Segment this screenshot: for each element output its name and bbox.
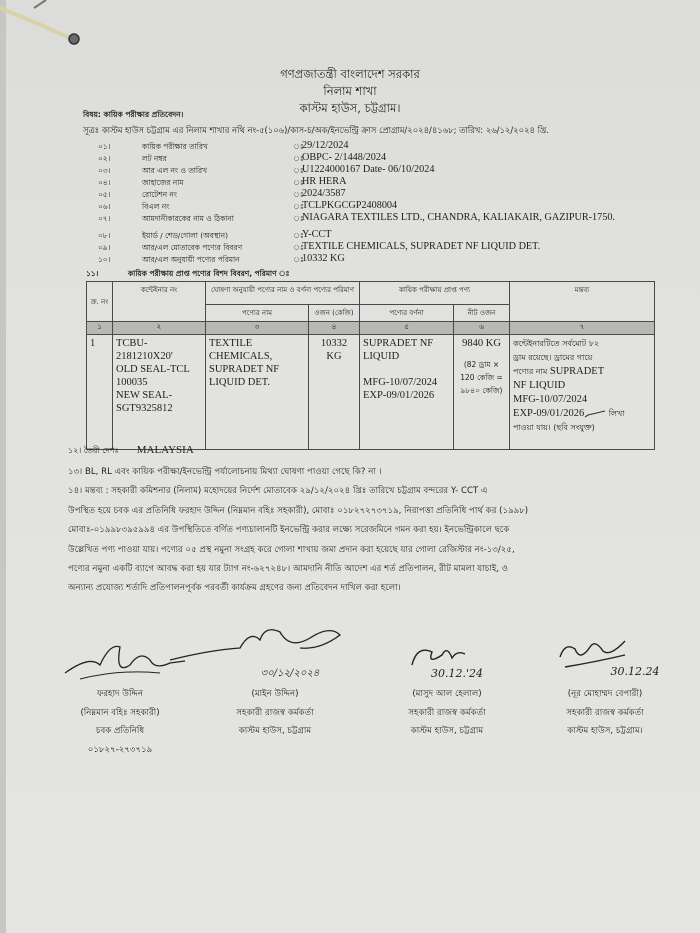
field-colon: ঃ [293,166,304,175]
header-govt: গণপ্রজাতন্ত্রী বাংলাদেশ সরকার [280,67,420,81]
field-label: আর/এল অনুযায়ী পণ্যের পরিমান [142,255,240,264]
header-declared-group: ঘোষণা অনুযায়ী পণ্যের নাম ও বর্ণনা পণ্যের পরিমাণ [206,282,360,305]
cell-found-desc [360,335,454,450]
field-number: ০৮। [98,231,111,240]
cell-container [113,335,206,450]
header-section: নিলাম শাখা [323,84,377,98]
container-line: SGT9325812 [116,403,173,414]
container-line: NEW SEAL- [116,390,173,401]
remarks-line: ড্রাম রয়েছে। ড্রামের গায়ে [513,353,593,362]
col-number: ৩ [206,322,309,335]
field-number: ০৬। [98,202,111,211]
net-weight-value: 9840 KG [462,338,501,349]
signatory-title: (নিম্নমান বহিঃ সহকারী) [80,707,160,718]
field-colon: ঃ [293,243,304,252]
field-label: আর/এল মোতাবেক পণ্যের বিবরণ [142,243,243,252]
field-colon: ঃ [293,178,304,187]
field-value: Y-CCT [302,229,332,240]
field-number: ০৭। [98,214,111,223]
field-label: লট নম্বর [142,154,167,163]
declared-name-line: CHEMICALS, [209,351,273,362]
field-number: ০২। [98,154,111,163]
field-value: OBPC- 2/1448/2024 [302,152,387,163]
found-desc-line: MFG-10/07/2024 [363,377,438,388]
container-line: TCBU- [116,338,148,349]
header-declared-weight: ওজন (কেজি) [309,305,360,322]
signatory-title: সহকারী রাজস্ব কর্মকর্তা [408,707,486,718]
signatory-4 [535,665,675,741]
signatory-name: ফরহাদ উদ্দিন [97,689,143,699]
col-number: ৭ [510,322,655,335]
binding-string-icon [0,0,90,50]
signatory-name: (মাইন উদ্দিন) [251,689,299,699]
signature-date: 30.12.'24 [430,667,483,680]
checkmark-icon [584,410,606,418]
remarks-line: কন্টেইনারটিতে সর্বমোট ৮২ [513,339,600,348]
remarks-text: পণ্যের নাম [513,367,550,376]
field-colon: ঃ [293,142,304,151]
col-number: ১ [87,322,113,335]
signatory-org: কাস্টম হাউস, চট্টগ্রাম [238,726,312,736]
container-line: 2181210X20' [116,351,173,362]
net-weight-calc-line: ৯৮৪০ কেজি) [460,386,503,395]
header-found-desc: পণ্যের বর্ণনা [360,305,454,322]
section-11-title: কায়িক পরীক্ষায় প্রাপ্ত পণ্যের বিশদ বিবরণ, পরিমাণ ঃ [128,269,290,278]
field-value: HR HERA [302,176,347,187]
signatory-org: কাস্টম হাউস, চট্টগ্রাম [410,726,484,736]
signatory-name: (মাসুদ আল হেলাল) [412,689,482,699]
cell-declared-weight: 10332 KG [309,335,360,450]
paragraph-line: পণ্যের নমুনা একটি ব্যাগে আবদ্ধ করা হয় যার ট্যাগ নং-৬২৭২৪৮। আমদানি নীতি আদেশ এর শর্ত প্রতিপালন, রীট মামলা যাচাই, ও [68,564,509,575]
header-serial: ক্র. নং [87,282,113,322]
signatory-2 [210,668,340,741]
field-label: রোটেশন নং [142,190,177,199]
col-number: ৪ [309,322,360,335]
paragraph-line: উল্লেখিত পণ্য পাওয়া যায়। পণ্যের ০৫ প্রস্থ নমুনা সংগ্রহ করে গোলা শাখায় জমা প্রদান করা হয়েছে যার গোলা রেজিস্টার নং-১৩/২৫, [68,544,515,555]
signatory-title: সহকারী রাজস্ব কর্মকর্তা [236,707,314,718]
declared-name-line: SUPRADET NF [209,364,280,375]
field-number: ০৪। [98,178,111,187]
header-office: কাস্টম হাউস, চট্টগ্রাম। [299,101,401,115]
col-number: ৫ [360,322,454,335]
field-label: কায়িক পরীক্ষার তারিখ [142,142,208,151]
field-row [0,243,700,255]
header-net-weight: নীট ওজন [454,305,510,322]
found-desc-spacer [363,363,450,376]
field-number: ০৫। [98,190,111,199]
cell-serial: 1 [87,335,113,450]
field-row [0,166,700,178]
field-colon: ঃ [293,154,304,163]
section-11-number: ১১। [86,269,99,278]
inspection-table [86,281,655,450]
field-value: NIAGARA TEXTILES LTD., CHANDRA, KALIAKAIR, GAZIPUR-1750. [302,212,615,223]
found-desc-line: EXP-09/01/2026 [363,390,435,401]
field-value: 10332 KG [302,253,345,264]
field-number: ০৯। [98,243,111,252]
reference-line: সূত্রঃ কাস্টম হাউস চট্টগ্রাম এর নিলাম শাখার নথি নং-৫(১০৬)/কাস-চ/অক/ইনভেন্ট্রি ক্রাস প্রোগ্রাম/২০২৪/৪১৬৮; তারিখ: ২৬/১২/২০২৪ খ্রি. [83,125,549,135]
field-label: আর এল নং ও তারিখ [142,166,207,175]
container-line: OLD SEAL-TCL [116,364,190,375]
remarks-line: পাওয়া যায়। (ছবি সংযুক্ত) [513,423,595,432]
paragraph-line: অন্যান্য প্রযোজ্য শর্তাদি প্রতিপালনপূর্বক পরবর্তী কার্যক্রম গ্রহণের জন্য প্রতিবেদন দাখিল করা হলো। [68,583,401,594]
section-11-heading [86,269,290,281]
header-remarks: মন্তব্য [510,282,655,322]
paragraph-line: মোবাঃ-০১৯৯৮৩৯৫৯৯৪ এর উপস্থিতিতে বর্ণিত পণ্যচালানটি ইনভেন্ট্রি করার লক্ষ্যে সরেজমিনে গমন করা হয়। ইনভেন্ট্রিকালে ছকে [68,525,510,536]
container-line: 100035 [116,377,148,388]
paragraph-line: উপস্থিত হয়ে চবক এর প্রতিনিধি ফরহাদ উদ্দিন (নিম্নমান বহিঃ সহকারী), মোবাঃ ০১৮২৭২৭৩৭১৯, নিরাপত্তা প্রতিনিধি পার্থ কর (১৯৯৮) [68,505,529,516]
declared-name-line: LIQUID DET. [209,377,271,388]
field-row [0,178,700,190]
field-colon: ঃ [293,255,304,264]
field-colon: ঃ [293,231,304,240]
field-value: TCLPKGCGP2408004 [302,200,398,211]
field-value: TEXTILE CHEMICALS, SUPRADET NF LIQUID DET. [302,241,541,252]
signatory-1 [60,685,180,759]
field-colon: ঃ [293,202,304,211]
subject-line: বিষয়: কায়িক পরীক্ষার প্রতিবেদন। [83,110,184,119]
field-row [0,214,700,226]
cell-remarks [510,335,655,450]
remarks-line: MFG-10/07/2024 [513,394,588,405]
signature-date: ৩০/১২/২০২৪ [260,668,320,679]
found-desc-line: SUPRADET NF [363,338,434,349]
header-declared-name: পণ্যের নাম [206,305,309,322]
cell-declared-name [206,335,309,450]
field-number: ১০। [98,255,111,264]
field-value: 29/12/2024 [302,140,349,151]
cell-net-weight [454,335,510,450]
table-row [87,335,655,450]
field-value: U1224000167 Date- 06/10/2024 [302,164,435,175]
remarks-line [513,365,651,379]
declared-name-line: TEXTILE [209,338,253,349]
remarks-line [513,407,651,421]
paragraph-line: ১৪। মন্তব্য : সহকারী কমিশনার (নিলাম) মহোদয়ের নির্দেশ মোতাবেক ২৯/১২/২০২৪ খ্রিঃ তারিখে চট্টগ্রাম বন্দরের Y- CCT এ [68,486,488,497]
column-number-row [87,322,655,335]
header-found-group: কায়িক পরীক্ষায় প্রাপ্ত পণ্য [360,282,510,305]
signature-icon [170,620,350,668]
net-weight-calc-line: 120 কেজি = [460,373,503,382]
page-edge [0,0,6,933]
remarks-line: NF LIQUID [513,380,566,391]
found-desc-line: LIQUID [363,351,400,362]
field-value: 2024/3587 [302,188,346,199]
col-number: ২ [113,322,206,335]
paragraph-line: ১৩। BL, RL এবং কায়িক পরীক্ষা/ইনভেন্ট্রি পর্যালোচনায় মিথ্যা ঘোষণা পাওয়া গেছে কি? না । [68,467,382,477]
field-label: বিএল নং [142,202,170,211]
remarks-text: EXP-09/01/2026 [513,408,585,419]
origin-label: ১২। তৈরী দেশঃ [68,446,119,455]
field-colon: ঃ [293,214,304,223]
signatory-org: চবক প্রতিনিধি [95,726,145,736]
origin-country [68,444,194,458]
field-colon: ঃ [293,190,304,199]
origin-value: MALAYSIA [136,444,194,456]
col-number: ৬ [454,322,510,335]
remarks-text: SUPRADET [549,366,605,377]
field-label: আমদানীকারকের নাম ও ঠিকানা [142,214,234,223]
signatory-3 [382,667,512,741]
field-label: ইয়ার্ড / শেড/গোলা (অবস্থান) [142,231,228,240]
signature-date: 30.12.24 [610,665,660,678]
field-number: ০৩। [98,166,111,175]
remarks-paragraphs [68,463,653,599]
field-number: ০১। [98,142,111,151]
field-row [0,255,700,267]
net-weight-calc-line: (82 ড্রাম × [463,360,500,369]
signatory-org: কাস্টম হাউস, চট্টগ্রাম। [567,726,643,736]
signatory-name: (নূর মোহাম্মদ বেপারী) [567,689,643,699]
signatory-phone: ০১৮২৭-২৭৩৭১৯ [87,744,153,755]
field-label: জাহাজের নাম [142,178,184,187]
remarks-text: লিখা [606,409,625,418]
header-container: কন্টেইনার নং [113,282,206,322]
signatory-title: সহকারী রাজস্ব কর্মকর্তা [566,707,644,718]
